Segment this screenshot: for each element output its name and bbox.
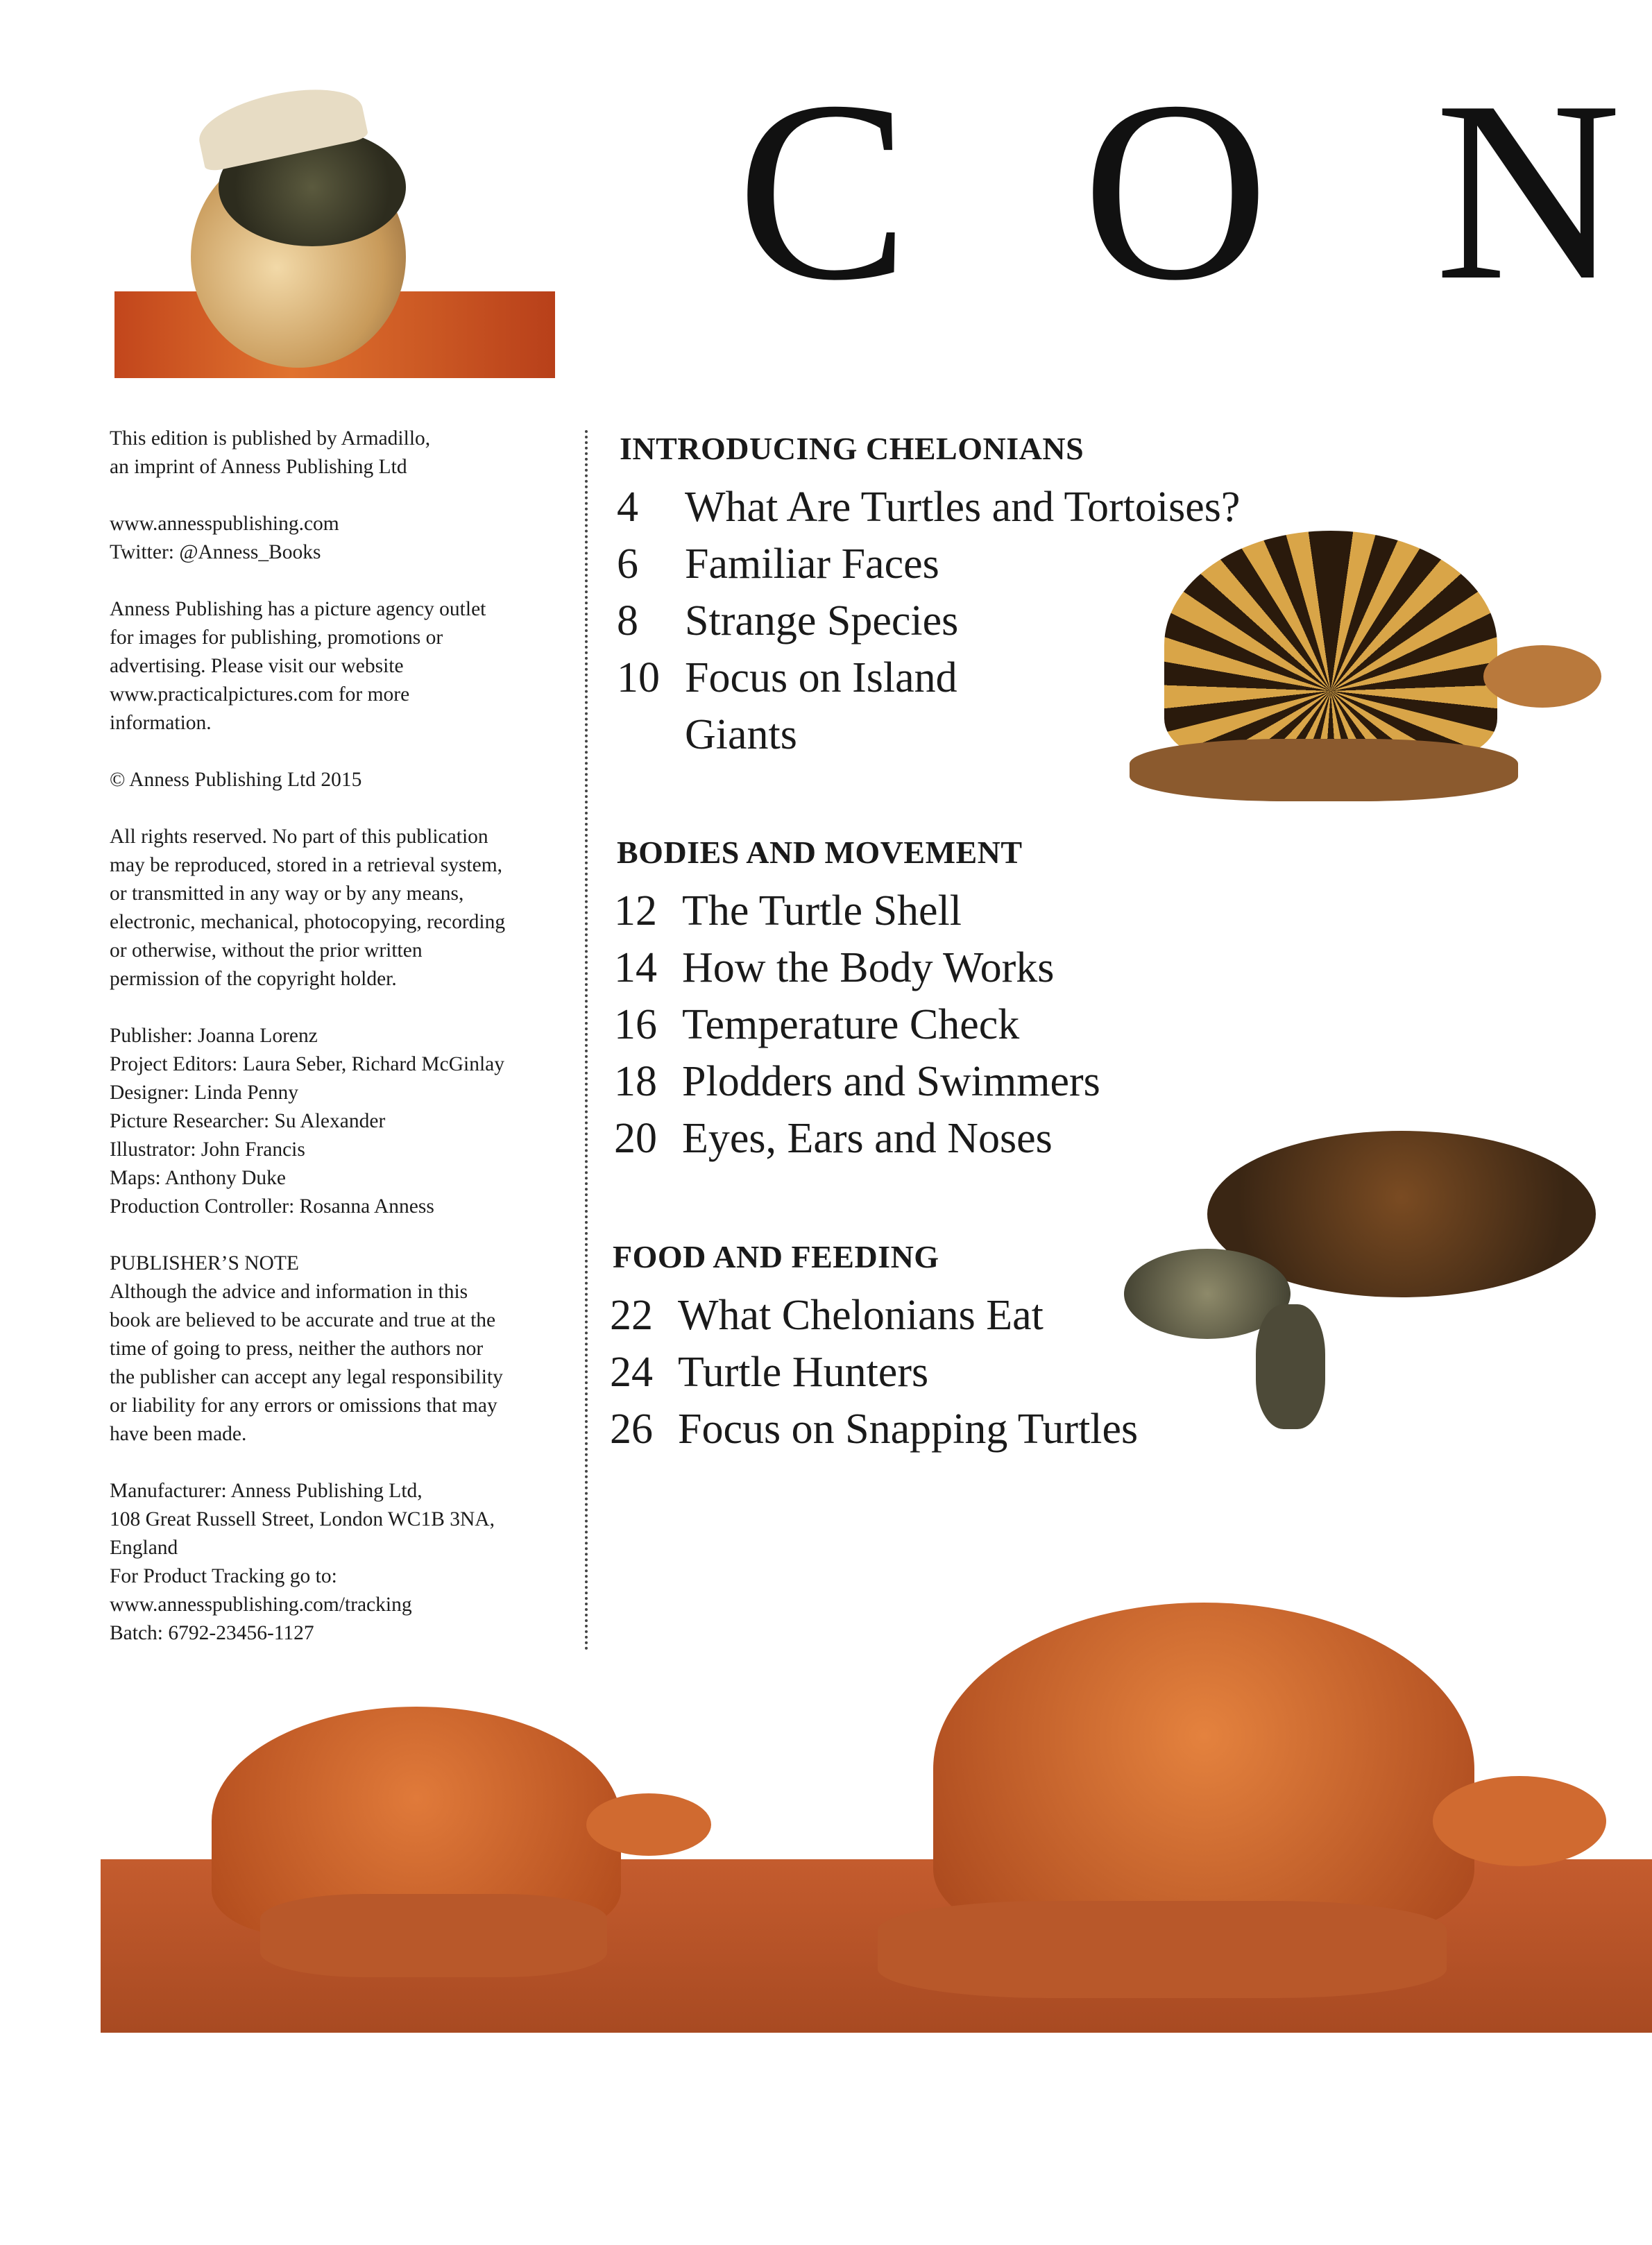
imprint-line: electronic, mechanical, photocopying, recording — [110, 911, 506, 933]
imprint-line: information. — [110, 712, 212, 734]
imprint-line: permission of the copyright holder. — [110, 968, 397, 990]
imprint-line: time of going to press, neither the authors nor — [110, 1338, 484, 1360]
toc-page-number: 6 — [617, 540, 638, 588]
imprint-line: or liability for any errors or omissions that may — [110, 1394, 497, 1417]
large-tortoise-head — [1433, 1776, 1606, 1866]
toc-page-number: 4 — [617, 484, 638, 531]
imprint-line: Although the advice and information in this — [110, 1281, 468, 1303]
dotted-divider — [585, 430, 588, 1651]
toc-entry-title: Plodders and Swimmers — [682, 1058, 1100, 1105]
imprint-line: Batch: 6792-23456-1127 — [110, 1622, 314, 1644]
imprint-paragraph — [110, 823, 568, 993]
toc-entry[interactable] — [610, 1401, 1138, 1458]
imprint-paragraph — [110, 425, 568, 481]
large-tortoise-shell — [933, 1603, 1474, 1936]
toc-entry[interactable] — [610, 1344, 1138, 1401]
imprint-line: or otherwise, without the prior written — [110, 939, 423, 962]
toc-section-heading: BODIES AND MOVEMENT — [617, 835, 1023, 870]
imprint-line: Maps: Anthony Duke — [110, 1167, 287, 1189]
toc-page-number: 24 — [610, 1349, 653, 1396]
imprint-line: Project Editors: Laura Seber, Richard McGinlay — [110, 1053, 504, 1075]
imprint-line: www.annesspublishing.com — [110, 513, 339, 535]
imprint-line: the publisher can accept any legal responsibility — [110, 1366, 503, 1388]
hatchling-egg-photo — [114, 80, 555, 378]
imprint-line: an imprint of Anness Publishing Ltd — [110, 456, 407, 478]
toc-page-number: 10 — [617, 654, 660, 701]
imprint-paragraph — [110, 510, 568, 567]
toc-page-number: 26 — [610, 1406, 653, 1453]
legs — [1130, 739, 1518, 801]
imprint-line: Twitter: @Anness_Books — [110, 541, 321, 563]
imprint-line: Anness Publishing has a picture agency outlet — [110, 598, 486, 620]
toc-entry-title: How the Body Works — [682, 944, 1055, 991]
imprint-line: Manufacturer: Anness Publishing Ltd, — [110, 1480, 423, 1502]
toc-entry-title: Temperature Check — [682, 1001, 1020, 1048]
toc-entry-title: The Turtle Shell — [682, 887, 962, 934]
toc-entry-title-continued: Giants — [685, 711, 797, 758]
toc-entry-title: Focus on Island — [685, 654, 957, 701]
imprint-line: for images for publishing, promotions or — [110, 626, 443, 649]
leg — [1256, 1304, 1325, 1429]
title-letter-c: C — [737, 49, 910, 334]
imprint-line: book are believed to be accurate and true at the — [110, 1309, 496, 1331]
toc-list — [610, 1287, 1138, 1458]
toc-section-heading: INTRODUCING CHELONIANS — [620, 431, 1084, 466]
imprint-line: England — [110, 1537, 178, 1559]
toc-entry[interactable] — [614, 882, 1100, 939]
toc-page-number: 22 — [610, 1292, 653, 1339]
toc-entry-title: Eyes, Ears and Noses — [682, 1115, 1053, 1162]
imprint-line: may be reproduced, stored in a retrieval system, — [110, 854, 503, 876]
toc-entry[interactable] — [614, 1053, 1100, 1110]
toc-entry-title: Familiar Faces — [685, 540, 939, 588]
imprint-line: Illustrator: John Francis — [110, 1138, 305, 1161]
toc-page-number: 12 — [614, 887, 657, 934]
imprint-line: or transmitted in any way or by any means, — [110, 882, 464, 905]
spotted-turtle-photo — [1124, 1131, 1624, 1436]
toc-entry[interactable] — [610, 1287, 1138, 1344]
toc-page-number: 14 — [614, 944, 657, 991]
toc-entry[interactable] — [614, 996, 1100, 1053]
small-tortoise-legs — [260, 1894, 607, 1977]
imprint-line: Designer: Linda Penny — [110, 1082, 298, 1104]
toc-page-number: 20 — [614, 1115, 657, 1162]
imprint-line: 108 Great Russell Street, London WC1B 3NA, — [110, 1508, 495, 1530]
imprint-paragraph — [110, 595, 568, 737]
toc-page-number: 18 — [614, 1058, 657, 1105]
imprint-line: All rights reserved. No part of this publication — [110, 826, 488, 848]
imprint-line: Publisher: Joanna Lorenz — [110, 1025, 318, 1047]
imprint-line: www.practicalpictures.com for more — [110, 683, 410, 706]
large-tortoise-legs — [878, 1901, 1447, 1998]
toc-entry-title: Strange Species — [685, 597, 959, 645]
imprint-line: For Product Tracking go to: — [110, 1565, 337, 1587]
imprint-line: PUBLISHER’S NOTE — [110, 1252, 299, 1274]
imprint-line: © Anness Publishing Ltd 2015 — [110, 769, 362, 791]
shell — [1164, 531, 1497, 760]
title-letter-n: N — [1435, 49, 1621, 334]
imprint-paragraph — [110, 766, 568, 794]
head — [1483, 645, 1601, 708]
imprint-line: www.annesspublishing.com/tracking — [110, 1594, 412, 1616]
imprint-line: Picture Researcher: Su Alexander — [110, 1110, 386, 1132]
toc-entry-title: What Chelonians Eat — [678, 1292, 1044, 1339]
imprint-paragraph — [110, 1022, 568, 1221]
title-letter-o: O — [1082, 49, 1269, 334]
toc-entry-title: What Are Turtles and Tortoises? — [685, 484, 1241, 531]
imprint-line: have been made. — [110, 1423, 247, 1445]
imprint-line: This edition is published by Armadillo, — [110, 427, 431, 450]
toc-entry[interactable] — [614, 1110, 1100, 1167]
imprint-line: advertising. Please visit our website — [110, 655, 404, 677]
toc-entry-title: Turtle Hunters — [678, 1349, 929, 1396]
imprint-paragraph — [110, 1249, 568, 1449]
toc-list — [614, 882, 1100, 1167]
leopard-tortoises-photo — [101, 1603, 1652, 2033]
toc-page-number: 16 — [614, 1001, 657, 1048]
toc-page-number: 8 — [617, 597, 638, 645]
star-tortoise-photo — [1088, 510, 1622, 829]
toc-entry-title: Focus on Snapping Turtles — [678, 1406, 1139, 1453]
toc-entry[interactable] — [614, 939, 1100, 996]
toc-section-heading: FOOD AND FEEDING — [613, 1239, 939, 1274]
imprint-column — [110, 425, 568, 1676]
small-tortoise-head — [586, 1793, 711, 1856]
imprint-line: Production Controller: Rosanna Anness — [110, 1195, 434, 1218]
